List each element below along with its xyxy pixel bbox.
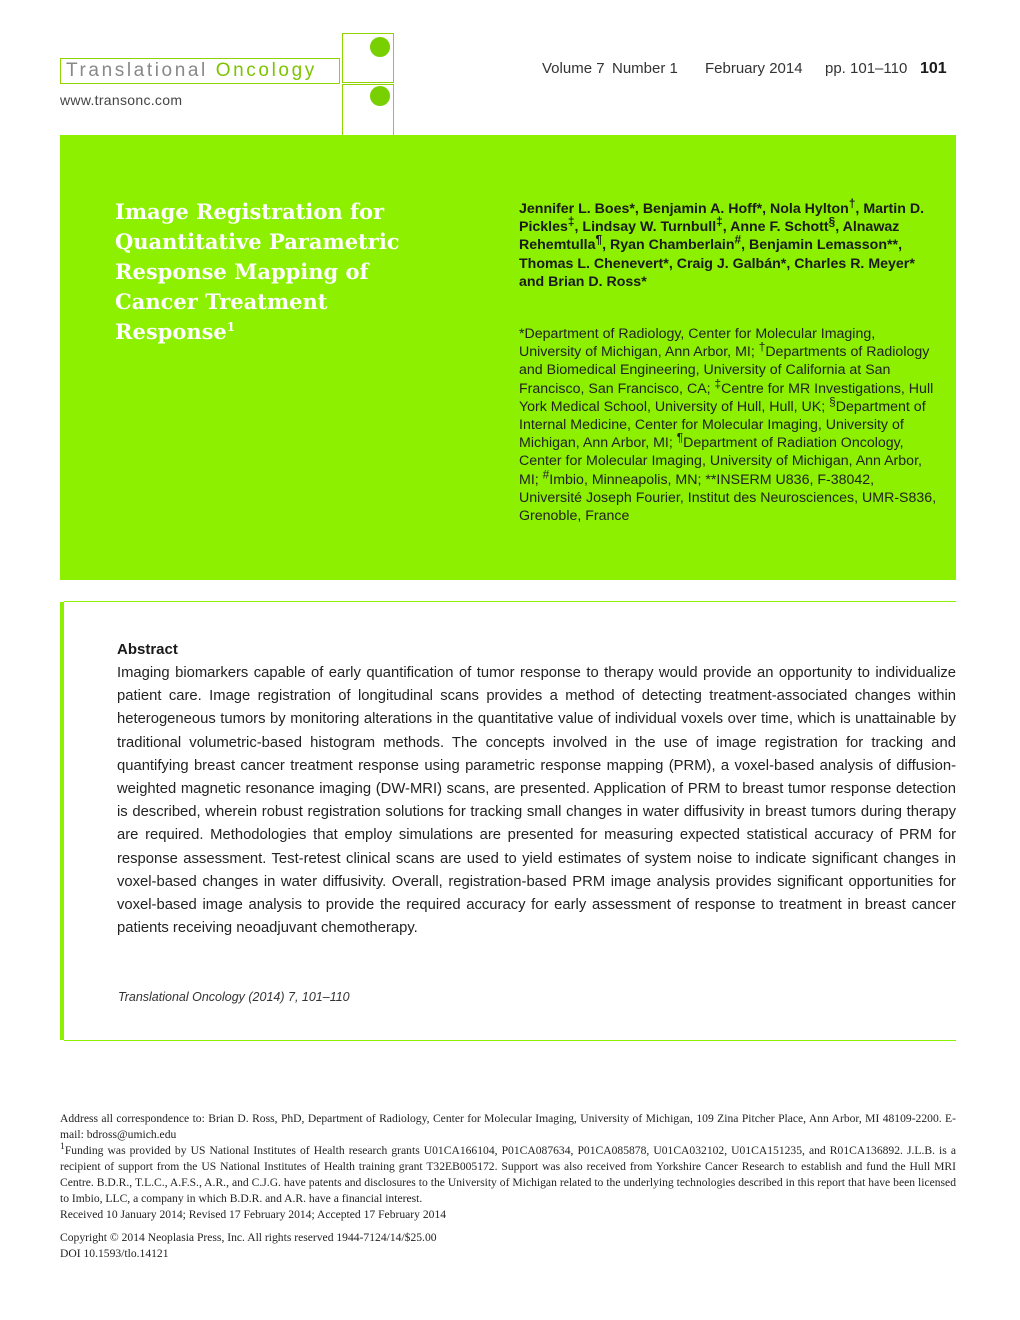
author-name: Martin D. Pickles [519,201,925,236]
author-separator: , [634,201,643,217]
abstract-accent-bar [60,602,64,1040]
funding-text: Funding was provided by US National Institutes of Health research grants U01CA166104, P01CA087634, P01CA085878, U01CA032102, U01CA151235, and R01CA136892. J.L.B. is a recipient of support from the US National Institutes of Health training grant T32EB005172. Support was also received from Yorkshire Cancer Research to establish and fund the Hull MRI Centre. B.D.R., T.L.C., A.F.S., A.R., and C.J.G. have patents and disclosures to the University of Michigan related to the underlying technologies described in this report that have been licensed to Imbio, LLC, a company in which B.D.R. and A.R. have a financial interest. [60,1144,956,1205]
citation: Translational Oncology (2014) 7, 101–110 [118,990,350,1004]
title-footnote-mark: 1 [226,320,236,334]
affiliation-text: Imbio, Minneapolis, MN; [549,471,706,488]
volume: Volume 7 [542,60,605,77]
author-name: Jennifer L. Boes [519,201,630,217]
author-affiliation-mark: ¶ [595,232,603,247]
copyright-block [60,1230,956,1262]
author-name: Lindsay W. Turnbull [582,219,717,236]
author-name: Charles R. Meyer [794,255,910,272]
author-affiliation-mark: * [629,201,635,217]
abstract-body: Imaging biomarkers capable of early quantification of tumor response to therapy would provide an opportunity to individualize patient care. Image registration of longitudinal scans provides a method of detecting treatment-associated changes within heterogeneous tumors by monitoring alterations in the quantitative value of individual voxels over time, which is unattainable by traditional volumetric-based histogram methods. The concepts involved in the use of image registration for tracking and quantifying breast cancer treatment response using parametric response mapping (PRM), a voxel-based analysis of diffusion-weighted magnetic resonance imaging (DW-MRI) scans, are presented. Application of PRM to breast tumor response detection is described, wherein robust registration solutions for tracking small changes in water diffusivity in breast tumors during therapy are required. Methodologies that employ simulations are presented for measuring expected statistical accuracy of PRM for response assessment. Test-retest clinical scans are used to yield estimates of system noise to indicate significant changes in voxel-based changes in water diffusivity. Overall, registration-based PRM image analysis provides significant opportunities for voxel-based image analysis to provide the required accuracy for early assessment of response to treatment in breast cancer patients receiving neoadjuvant chemotherapy. [117,665,956,937]
abstract-bottom-rule [64,1040,956,1041]
author-affiliation-mark: † [848,196,856,211]
author-separator: , [574,219,583,236]
copyright-line: Copyright © 2014 Neoplasia Press, Inc. All rights reserved 1944-7124/14/$25.00 [60,1231,437,1244]
author-affiliation-mark: * [641,273,647,290]
author-list [519,196,939,291]
author-separator: , [722,219,731,236]
author-name: Nola Hylton [770,201,849,217]
affiliation-mark: ‡ [714,375,722,390]
author-name: Anne F. Schott [730,219,829,236]
author-separator: , [898,237,903,254]
logo-dot-icon [370,86,390,106]
affiliation-text: Centre for MR Investigations, Hull York Medical School, University of Hull, Hull, UK; [519,380,934,415]
logo-dot-icon [370,37,390,57]
author-affiliation-mark: ‡ [716,214,723,229]
author-affiliation-mark: ‡ [567,214,575,229]
issue-date: February 2014 [705,60,803,77]
author-name: Benjamin A. Hoff [642,201,757,217]
author-separator: , [786,255,795,272]
abstract-heading: Abstract [117,641,178,658]
funding-mark: 1 [60,1141,65,1153]
author-separator: , [835,219,843,236]
author-affiliation-mark: § [828,214,836,229]
author-separator: , [855,201,864,217]
journal-name-part2: Oncology [215,60,317,81]
author-separator: , [741,237,750,254]
author-affiliation-mark: * [780,255,787,272]
affiliation-text: INSERM U836, F-38042, Université Joseph Fourier, Institut des Neurosciences, UMR-S836, Grenoble, France [519,471,937,525]
affiliation-text: Department of Radiology, Center for Molecular Imaging, University of Michigan, Ann Arbor, MI; [519,326,876,361]
affiliation-mark: # [542,466,550,481]
article-title [115,197,415,347]
author-affiliation-mark: ** [887,237,899,254]
affiliation-mark: ¶ [676,430,684,445]
article-title-text: Image Registration for Quantitative Parametric Response Mapping of Cancer Treatment Response [115,199,400,344]
author-separator: , [762,201,770,217]
correspondence-note: Address all correspondence to: Brian D. Ross, PhD, Department of Radiology, Center for Molecular Imaging, University of Michigan, 109 Zina Pitcher Place, Ann Arbor, MI 48109-2200. E-mail: bdross@umich.edu [60,1112,956,1141]
author-affiliation-mark: * [663,255,669,272]
journal-name-part1: Translational [66,60,216,81]
author-affiliation-mark: # [734,232,742,247]
author-name: Brian D. Ross [548,273,642,290]
author-name: Benjamin Lemasson [749,237,888,254]
affiliation-text: Departments of Radiology and Biomedical Engineering, University of California at San Francisco, San Francisco, CA; [519,344,930,397]
author-separator: and [519,273,549,290]
affiliation-mark: * [519,326,525,342]
footnotes [60,1111,956,1223]
abstract-top-rule [64,601,956,602]
journal-logo-text [66,60,317,82]
author-separator: , [668,255,677,272]
author-name: Craig J. Galbán [676,255,781,272]
author-name: Alnawaz Rehemtulla [519,219,900,254]
page-range: pp. 101–110 [825,60,908,77]
journal-website[interactable]: www.transonc.com [60,92,183,108]
issue-number: Number 1 [612,60,678,77]
affiliation-mark: † [758,339,766,354]
funding-note [60,1143,956,1207]
author-name: Ryan Chamberlain [609,237,735,254]
affiliation-text: Department of Radiation Oncology, Center for Molecular Imaging, University of Michigan, Ann Arbor, MI; [519,435,922,488]
affiliation-text: Department of Internal Medicine, Center for Molecular Imaging, University of Michigan, Ann Arbor, MI; [519,398,926,452]
affiliation-mark: ** [705,471,717,488]
affiliation-list [519,325,939,525]
author-affiliation-mark: * [909,255,915,272]
received-dates: Received 10 January 2014; Revised 17 February 2014; Accepted 17 February 2014 [60,1208,447,1221]
author-separator: , [602,237,610,254]
author-affiliation-mark: * [756,201,763,217]
author-name: Thomas L. Chenevert [519,255,664,272]
affiliation-mark: § [829,394,836,409]
page-number: 101 [920,60,947,77]
doi-line: DOI 10.1593/tlo.14121 [60,1247,169,1260]
